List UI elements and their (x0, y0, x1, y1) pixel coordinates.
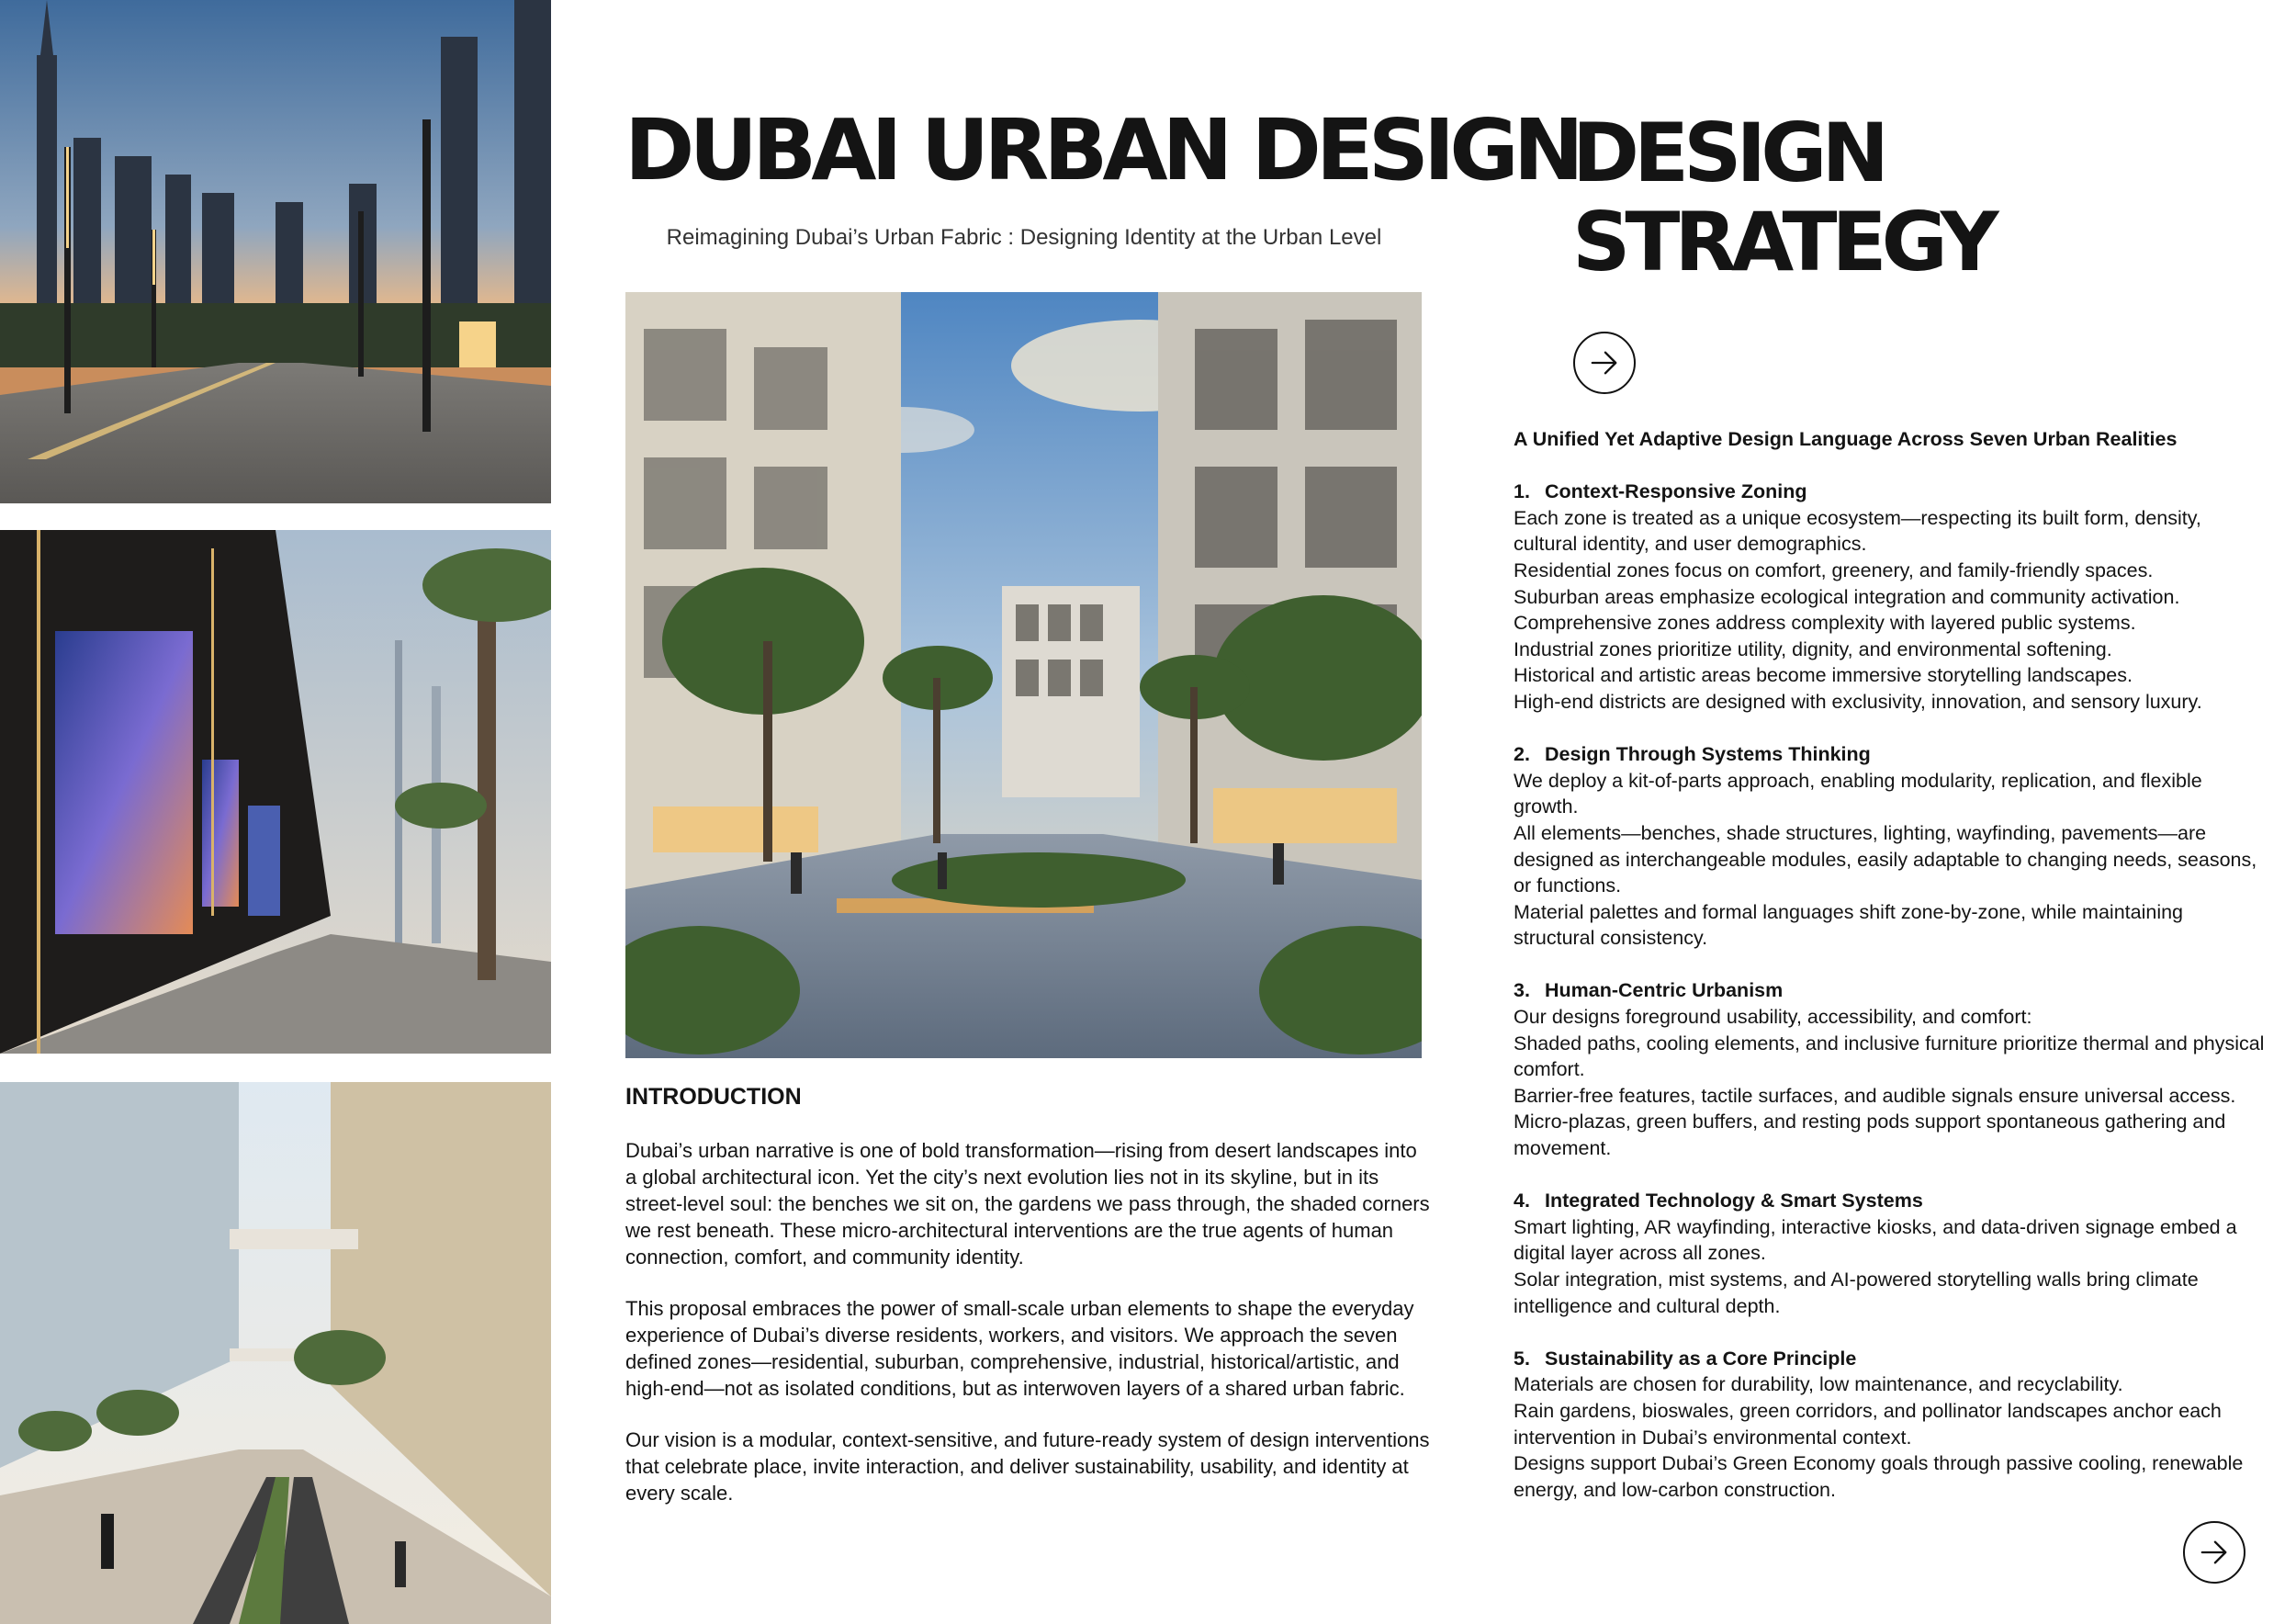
next-page-arrow-button[interactable] (2183, 1521, 2245, 1584)
section-line: Suburban areas emphasize ecological integration and community activation. (1514, 585, 2180, 608)
introduction-paragraph: Our vision is a modular, context-sensitive, and future-ready system of design interventions that celebrate place, invite interaction, and deliver sustainability, usability, and identity at every scale. (625, 1428, 1430, 1505)
arrow-right-circle-icon (1575, 333, 1634, 392)
page-subtitle: Reimagining Dubai’s Urban Fabric : Designing Identity at the Urban Level (666, 225, 1382, 250)
section-title: Human-Centric Urbanism (1545, 979, 1784, 1002)
introduction-heading: INTRODUCTION (625, 1084, 802, 1110)
page-title: DUBAI URBAN DESIGN (625, 101, 1579, 199)
section-title: Context-Responsive Zoning (1545, 480, 1807, 503)
section-line: High-end districts are designed with exclusivity, innovation, and sensory luxury. (1514, 690, 2202, 713)
photo-atrium-escalators (0, 1082, 551, 1624)
section-line: Rain gardens, bioswales, green corridors, and pollinator landscapes anchor each intervention in Dubai’s environmental context. (1514, 1399, 2222, 1449)
section-line: We deploy a kit-of-parts approach, enabling modularity, replication, and flexible growth. (1514, 769, 2202, 818)
section-number: 3. (1514, 979, 1530, 1002)
section-line: Designs support Dubai’s Green Economy goals through passive cooling, renewable energy, and low-carbon construction. (1514, 1452, 2244, 1501)
section-line: Barrier-free features, tactile surfaces, and audible signals ensure universal access. (1514, 1084, 2236, 1107)
arrow-right-circle-icon (2185, 1523, 2244, 1582)
section-heading (1514, 1346, 2267, 1372)
section-title: Sustainability as a Core Principle (1545, 1347, 1857, 1370)
section-line: Solar integration, mist systems, and AI-powered storytelling walls bring climate intelligence and cultural depth. (1514, 1269, 2199, 1317)
strategy-title-line: STRATEGY (1572, 195, 1994, 289)
section-number: 1. (1514, 480, 1530, 503)
section-line: Shaded paths, cooling elements, and inclusive furniture prioritize thermal and physical comfort. (1514, 1032, 2265, 1081)
strategy-lead: A Unified Yet Adaptive Design Language Across Seven Urban Realities (1514, 428, 2178, 450)
section-title: Design Through Systems Thinking (1545, 743, 1871, 766)
section-line: Our designs foreground usability, accessibility, and comfort: (1514, 1006, 2032, 1029)
strategy-title-line: DESIGN (1572, 106, 1885, 200)
strategy-section (1514, 1346, 2267, 1504)
section-heading (1514, 479, 2267, 505)
section-line: Historical and artistic areas become immersive storytelling landscapes. (1514, 664, 2133, 687)
section-line: Residential zones focus on comfort, greenery, and family-friendly spaces. (1514, 558, 2154, 581)
section-heading (1514, 977, 2267, 1004)
introduction-body (625, 1137, 1434, 1531)
strategy-section (1514, 741, 2267, 952)
section-number: 5. (1514, 1347, 1530, 1370)
section-number: 4. (1514, 1190, 1530, 1212)
hero-image-courtyard (625, 292, 1422, 1058)
section-heading (1514, 1188, 2267, 1214)
photo-retail-promenade (0, 530, 551, 1054)
strategy-title (1572, 108, 1994, 287)
section-line: All elements—benches, shade structures, lighting, wayfinding, pavements—are designed as interchangeable modules, easily adaptable to changing needs, seasons, or functions. (1514, 821, 2257, 897)
introduction-paragraph: Dubai’s urban narrative is one of bold transformation—rising from desert landscapes into a global architectural icon. Yet the city’s next evolution lies not in its skyline, but in its street-level soul: the benches we sit on, the gardens we pass through, the shaded corners we rest beneath. These micro-architectural interventions are the true agents of human connection, comfort, and community identity. (625, 1139, 1430, 1269)
section-number: 2. (1514, 743, 1530, 766)
next-arrow-button[interactable] (1573, 332, 1636, 394)
section-line: Each zone is treated as a unique ecosystem—respecting its built form, density, cultural identity, and user demographics. (1514, 506, 2201, 556)
section-line: Micro-plazas, green buffers, and resting pods support spontaneous gathering and movement. (1514, 1111, 2226, 1160)
photo-dusk-boulevard (0, 0, 551, 503)
section-line: Comprehensive zones address complexity with layered public systems. (1514, 612, 2136, 635)
strategy-section (1514, 977, 2267, 1161)
strategy-section (1514, 479, 2267, 715)
section-line: Materials are chosen for durability, low maintenance, and recyclability. (1514, 1373, 2123, 1396)
section-heading (1514, 741, 2267, 768)
section-line: Industrial zones prioritize utility, dignity, and environmental softening. (1514, 637, 2112, 660)
introduction-paragraph: This proposal embraces the power of small-scale urban elements to shape the everyday experience of Dubai’s diverse residents, workers, and visitors. We approach the seven defined zones—residential, suburban, comprehensive, industrial, historical/artistic, and high-end—not as isolated conditions, but as interwoven layers of a shared urban fabric. (625, 1297, 1414, 1400)
section-line: Material palettes and formal languages shift zone-by-zone, while maintaining structural consistency. (1514, 900, 2184, 950)
strategy-section (1514, 1188, 2267, 1319)
strategy-body (1514, 426, 2267, 1529)
section-line: Smart lighting, AR wayfinding, interactive kiosks, and data-driven signage embed a digital layer across all zones. (1514, 1215, 2237, 1265)
section-title: Integrated Technology & Smart Systems (1545, 1190, 1923, 1212)
